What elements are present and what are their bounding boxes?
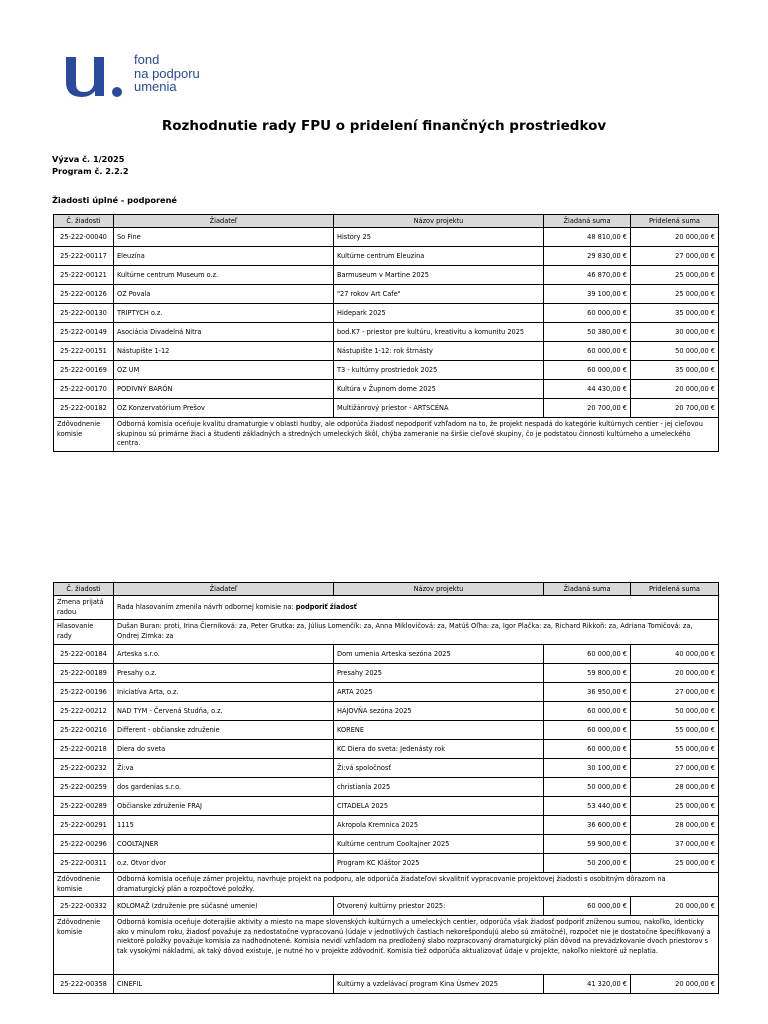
granted-amount: 27 000,00 € [631, 247, 719, 266]
col-granted: Pridelená suma [631, 583, 719, 596]
application-id: 25-222-00130 [54, 304, 114, 323]
table-row [54, 702, 719, 721]
applicant-name: Asociácia Divadelná Nitra [114, 323, 334, 342]
table-row [54, 778, 719, 797]
application-id: 25-222-00121 [54, 266, 114, 285]
project-name: Ži:vá spoločnosť [334, 759, 544, 778]
requested-amount: 60 000,00 € [544, 304, 631, 323]
requested-amount: 59 900,00 € [544, 835, 631, 854]
committee-justification [54, 873, 719, 897]
committee-justification-label: Zdôvodnenie komisie [54, 873, 114, 897]
granted-amount: 20 000,00 € [631, 380, 719, 399]
granted-amount: 25 000,00 € [631, 285, 719, 304]
requested-amount: 46 870,00 € [544, 266, 631, 285]
project-name: christiania 2025 [334, 778, 544, 797]
granted-amount: 27 000,00 € [631, 759, 719, 778]
project-name: T3 - kultúrny prostriedok 2025 [334, 361, 544, 380]
project-name: Akropola Kremnica 2025 [334, 816, 544, 835]
application-id: 25-222-00218 [54, 740, 114, 759]
table-row [54, 975, 719, 994]
granted-amount: 35 000,00 € [631, 304, 719, 323]
table-row [54, 797, 719, 816]
table-row [54, 285, 719, 304]
granted-amount: 20 000,00 € [631, 897, 719, 916]
granted-amount: 30 000,00 € [631, 323, 719, 342]
table-row [54, 816, 719, 835]
committee-justification [54, 916, 719, 975]
requested-amount: 60 000,00 € [544, 342, 631, 361]
col-requested: Žiadaná suma [544, 215, 631, 228]
program-number: Program č. 2.2.2 [52, 166, 129, 176]
table-row [54, 664, 719, 683]
table-row [54, 266, 719, 285]
table-row [54, 247, 719, 266]
committee-justification-text: Odborná komisia oceňuje zámer projektu, navrhuje projekt na podporu, ale odporúča žiadateľovi skvalitniť vypracovanie projektovej žiadosti s osobitným dôrazom na dramaturgický plán a rozpočtové položky. [114, 873, 719, 897]
council-vote [54, 620, 719, 645]
granted-amount: 25 000,00 € [631, 854, 719, 873]
table-header [54, 215, 719, 228]
application-id: 25-222-00169 [54, 361, 114, 380]
applicant-name: o.z. Otvor dvor [114, 854, 334, 873]
table-row [54, 854, 719, 873]
decision-table-1 [53, 214, 719, 452]
applicant-name: So Fine [114, 228, 334, 247]
table-row [54, 228, 719, 247]
application-id: 25-222-00126 [54, 285, 114, 304]
application-id: 25-222-00170 [54, 380, 114, 399]
applicant-name: COOLTAJNER [114, 835, 334, 854]
applicant-name: Presahy o.z. [114, 664, 334, 683]
application-id: 25-222-00196 [54, 683, 114, 702]
table-row [54, 342, 719, 361]
granted-amount: 20 000,00 € [631, 664, 719, 683]
applicant-name: Občianske združenie FRAJ [114, 797, 334, 816]
requested-amount: 50 200,00 € [544, 854, 631, 873]
requested-amount: 36 950,00 € [544, 683, 631, 702]
table-row [54, 740, 719, 759]
applicant-name: OZ Povala [114, 285, 334, 304]
council-change-intro: Rada hlasovaním zmenila návrh odbornej komisie na: [117, 602, 294, 611]
project-name: ARTA 2025 [334, 683, 544, 702]
table-row [54, 835, 719, 854]
granted-amount: 25 000,00 € [631, 797, 719, 816]
call-info [52, 153, 129, 177]
col-project: Názov projektu [334, 215, 544, 228]
applicant-name: NAD TÝM - Červená Studňa, o.z. [114, 702, 334, 721]
project-name: Kultúrne centrum Eleuzína [334, 247, 544, 266]
table-row [54, 361, 719, 380]
committee-justification-label: Zdôvodnenie komisie [54, 418, 114, 452]
application-id: 25-222-00151 [54, 342, 114, 361]
requested-amount: 60 000,00 € [544, 702, 631, 721]
requested-amount: 30 100,00 € [544, 759, 631, 778]
application-id: 25-222-00358 [54, 975, 114, 994]
granted-amount: 50 000,00 € [631, 342, 719, 361]
decision-table-2 [53, 582, 719, 994]
requested-amount: 50 380,00 € [544, 323, 631, 342]
requested-amount: 48 810,00 € [544, 228, 631, 247]
applicant-name: PODIVNÝ BARÓN [114, 380, 334, 399]
requested-amount: 59 800,00 € [544, 664, 631, 683]
logo-line: fond [134, 52, 160, 67]
requested-amount: 60 000,00 € [544, 897, 631, 916]
application-id: 25-222-00311 [54, 854, 114, 873]
project-name: Presahy 2025 [334, 664, 544, 683]
granted-amount: 50 000,00 € [631, 702, 719, 721]
council-change-decision: podporiť žiadosť [295, 602, 357, 611]
applicant-name: Ži:va [114, 759, 334, 778]
table-row [54, 399, 719, 418]
col-applicant: Žiadateľ [114, 215, 334, 228]
applicant-name: Diera do sveta [114, 740, 334, 759]
granted-amount: 55 000,00 € [631, 721, 719, 740]
application-id: 25-222-00040 [54, 228, 114, 247]
application-id: 25-222-00216 [54, 721, 114, 740]
application-id: 25-222-00289 [54, 797, 114, 816]
project-name: KORENE [334, 721, 544, 740]
committee-justification-text: Odborná komisia oceňuje kvalitu dramaturgie v oblasti hudby, ale odporúča žiadosť nepodporiť vzhľadom na to, že projekt nespadá do kategórie kultúrnych centier - jej cieľovou skupinou sú primárne žiaci a študenti základných a stredných umeleckých škôl, chýba zameranie na širšie cieľové skupiny, čo je podstatou činnosti kultúrneho a umeleckého centra. [114, 418, 719, 452]
application-id: 25-222-00291 [54, 816, 114, 835]
requested-amount: 20 700,00 € [544, 399, 631, 418]
project-name: Kultúrny a vzdelávací program Kina Úsmev 2025 [334, 975, 544, 994]
granted-amount: 28 000,00 € [631, 778, 719, 797]
applicant-name: TRIPTYCH o.z. [114, 304, 334, 323]
requested-amount: 50 000,00 € [544, 778, 631, 797]
table-row [54, 323, 719, 342]
application-id: 25-222-00117 [54, 247, 114, 266]
applicant-name: Different - občianske združenie [114, 721, 334, 740]
project-name: "27 rokov Art Cafe" [334, 285, 544, 304]
applicant-name: 1115 [114, 816, 334, 835]
table-row [54, 759, 719, 778]
applicant-name: Iniciatíva Arta, o.z. [114, 683, 334, 702]
granted-amount: 28 000,00 € [631, 816, 719, 835]
granted-amount: 55 000,00 € [631, 740, 719, 759]
requested-amount: 39 100,00 € [544, 285, 631, 304]
application-id: 25-222-00232 [54, 759, 114, 778]
requested-amount: 60 000,00 € [544, 361, 631, 380]
table-header [54, 583, 719, 596]
table-row [54, 380, 719, 399]
granted-amount: 20 700,00 € [631, 399, 719, 418]
col-id: Č. žiadosti [54, 583, 114, 596]
application-id: 25-222-00189 [54, 664, 114, 683]
applicant-name: CINEFIL [114, 975, 334, 994]
logo-text [134, 53, 200, 94]
table-row [54, 304, 719, 323]
application-id: 25-222-00212 [54, 702, 114, 721]
requested-amount: 36 600,00 € [544, 816, 631, 835]
granted-amount: 40 000,00 € [631, 645, 719, 664]
table-row [54, 897, 719, 916]
applicant-name: OZ UM [114, 361, 334, 380]
project-name: Program KC Kláštor 2025 [334, 854, 544, 873]
col-applicant: Žiadateľ [114, 583, 334, 596]
committee-justification [54, 418, 719, 452]
project-name: Kultúra v Župnom dome 2025 [334, 380, 544, 399]
application-id: 25-222-00259 [54, 778, 114, 797]
application-id: 25-222-00149 [54, 323, 114, 342]
logo-line: umenia [134, 79, 177, 94]
granted-amount: 37 000,00 € [631, 835, 719, 854]
requested-amount: 60 000,00 € [544, 740, 631, 759]
requested-amount: 60 000,00 € [544, 721, 631, 740]
project-name: Kultúrne centrum Cooltajner 2025 [334, 835, 544, 854]
logo-u-mark [62, 52, 132, 102]
section-title: Žiadosti úplné - podporené [52, 195, 177, 205]
granted-amount: 27 000,00 € [631, 683, 719, 702]
table-row [54, 683, 719, 702]
fpu-logo [62, 52, 222, 104]
granted-amount: 20 000,00 € [631, 975, 719, 994]
requested-amount: 53 440,00 € [544, 797, 631, 816]
project-name: Nástupište 1-12: rok štrnásty [334, 342, 544, 361]
col-requested: Žiadaná suma [544, 583, 631, 596]
applicant-name: Kultúrne centrum Museum o.z. [114, 266, 334, 285]
applicant-name: Eleuzína [114, 247, 334, 266]
project-name: Otvorený kultúrny priestor 2025: [334, 897, 544, 916]
project-name: KC Diera do sveta: Jedenásty rok [334, 740, 544, 759]
col-id: Č. žiadosti [54, 215, 114, 228]
application-id: 25-222-00296 [54, 835, 114, 854]
project-name: Hidepark 2025 [334, 304, 544, 323]
applicant-name: OZ Konzervatórium Prešov [114, 399, 334, 418]
col-project: Názov projektu [334, 583, 544, 596]
document-title: Rozhodnutie rady FPU o pridelení finančných prostriedkov [161, 118, 607, 134]
project-name: Barmuseum v Martine 2025 [334, 266, 544, 285]
applicant-name: Arteska s.r.o. [114, 645, 334, 664]
council-vote-text: Dušan Buran: proti, Irina Čierniková: za, Peter Grutka: za, Július Lomenčík: za, Anna Miklovičová: za, Matúš Oľha: za, Igor Plačka: za, Richard Rikkoň: za, Adriana Tomičová: za, Ondrej Zimka: za [114, 620, 719, 645]
table-row [54, 645, 719, 664]
granted-amount: 25 000,00 € [631, 266, 719, 285]
council-change-label: Zmena prijatá radou [54, 596, 114, 620]
project-name: CITADELA 2025 [334, 797, 544, 816]
col-granted: Pridelená suma [631, 215, 719, 228]
logo-line: na podporu [134, 65, 200, 81]
requested-amount: 60 000,00 € [544, 645, 631, 664]
table-body [54, 596, 719, 994]
applicant-name: dos gardenias s.r.o. [114, 778, 334, 797]
requested-amount: 41 320,00 € [544, 975, 631, 994]
table-row [54, 721, 719, 740]
committee-justification-label: Zdôvodnenie komisie [54, 916, 114, 975]
applicant-name: KOLOMAŽ (združenie pre súčasné umenie) [114, 897, 334, 916]
council-vote-label: Hlasovanie rady [54, 620, 114, 645]
granted-amount: 35 000,00 € [631, 361, 719, 380]
table-body [54, 228, 719, 452]
requested-amount: 29 830,00 € [544, 247, 631, 266]
applicant-name: Nástupište 1-12 [114, 342, 334, 361]
committee-justification-text: Odborná komisia oceňuje doterajšie aktivity a miesto na mape slovenských kultúrnych a umeleckých centier, odporúča však žiadosť podporiť zníženou sumou, nakoľko, identicky ako v minulom roku, žiadosť považuje za nedostatočne vypracovanú (údaje v jednotlivých častiach nekorešpondujú alebo sú zmätočné), rozpočet nie je dostatočne špecifikovaný a niektoré položky považuje komisia za nadhodnotené. Komisia nevidí vzhľadom na predložený slabo rozpracovaný dramaturgický plán dôvod na prevádzkovanie dvoch priestorov s tak vysokými nákladmi, ak taký dôvod existuje, je nutné ho v projekte zdôvodniť. Komisia tiež odporúča aktualizovať údaje v projekte, nakoľko niektoré už neplatia. [114, 916, 719, 975]
application-id: 25-222-00184 [54, 645, 114, 664]
project-name: Dom umenia Arteska sezóna 2025 [334, 645, 544, 664]
project-name: bod.K7 - priestor pre kultúru, kreativitu a komunitu 2025 [334, 323, 544, 342]
council-change-text [114, 596, 719, 620]
call-number: Výzva č. 1/2025 [52, 154, 125, 164]
application-id: 25-222-00182 [54, 399, 114, 418]
requested-amount: 44 430,00 € [544, 380, 631, 399]
project-name: HÁJOVŇA sezóna 2025 [334, 702, 544, 721]
council-change [54, 596, 719, 620]
application-id: 25-222-00332 [54, 897, 114, 916]
project-name: Multižánrový priestor - ARTSCÉNA [334, 399, 544, 418]
granted-amount: 20 000,00 € [631, 228, 719, 247]
project-name: History 25 [334, 228, 544, 247]
